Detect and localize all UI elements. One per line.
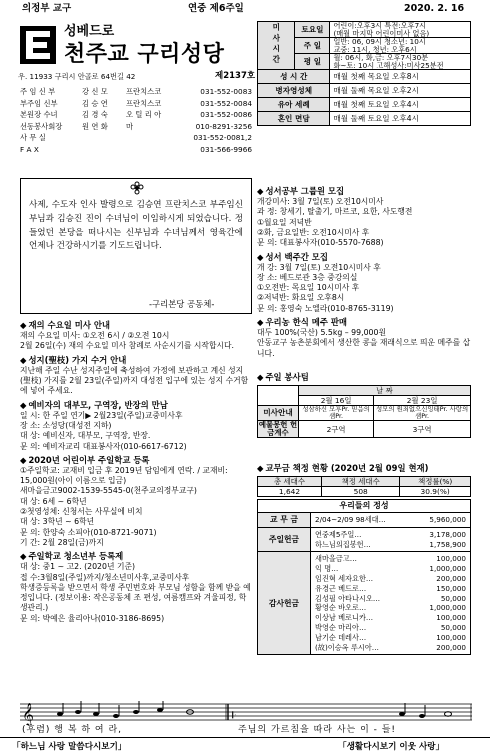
staff-title: 오 틸 리 아: [126, 110, 162, 120]
census-section: [257, 460, 471, 497]
page-footer: [0, 737, 490, 755]
sick-communion-label: 병자영성체: [258, 84, 330, 98]
bulletin-date: 2020. 2. 16: [404, 3, 465, 14]
announcement-line: 문 의: 박예은 율리아나(010-3186-8695): [20, 613, 165, 623]
offering-item: [315, 540, 466, 550]
diamond-bullet-icon: ◆: [257, 251, 264, 262]
marriage-interview-time: 매월 둘째 토요일 오후4시: [330, 112, 471, 126]
staff-role: 주 임 신 부: [20, 87, 56, 97]
service-date-2: 2월 23일: [374, 395, 471, 405]
announcement-section: [20, 355, 252, 397]
offering-count-date1: 2구역: [299, 421, 374, 438]
announcement-title-text: 재의 수요일 미사 안내: [28, 320, 111, 330]
infant-baptism-label: 유아 세례: [258, 98, 330, 112]
staff-role: 사 무 실: [20, 133, 46, 143]
service-team: [257, 369, 471, 438]
saturday-mass-times: [330, 22, 471, 38]
offering-item: [315, 554, 466, 564]
announcement-section: [20, 455, 252, 548]
announcement-line: ②첫영성체: 신청서는 사무실에 비치: [20, 507, 143, 517]
offering-item-amount: 1,758,900: [429, 539, 466, 549]
announcement-title: [257, 186, 471, 197]
staff-title: [126, 144, 182, 156]
saturday-label: 토요일: [295, 22, 330, 38]
staff-row: [20, 109, 252, 121]
announcement-line: 새마을금고9002-1539-5545-0(천주교의정부교구): [20, 486, 197, 496]
announcement-line: 장 소: 베드로관 3층 중강의실: [257, 272, 358, 282]
offering-item: [315, 643, 466, 653]
offering-item-amount: 150,000: [436, 583, 466, 593]
offering-item-amount: 1,000,000: [429, 603, 466, 613]
announcement-section: [257, 317, 471, 359]
offering-row: [258, 552, 471, 655]
staff-role: 선동봉사회장: [20, 121, 63, 131]
footer-right-text: 「생활다시보기 이웃 사랑」: [338, 742, 445, 752]
staff-role: 본원장 수녀: [20, 110, 58, 120]
announcement-title-text: 우리농 한식 메주 판매: [265, 317, 348, 327]
church-logo-icon: [20, 26, 56, 64]
staff-phone: 031-552-0084: [200, 98, 252, 108]
announcement-line: 문 의: 홍영숙 노엘라(010-8765-3119): [257, 303, 394, 313]
announcement-line: 접 수:3월8일(주일)까지/청소년미사후,교중미사후: [20, 572, 190, 582]
offering-item: [315, 594, 466, 604]
svg-text:𝄞: 𝄞: [22, 702, 34, 725]
announcement-title: [257, 317, 471, 328]
offering-item: [315, 613, 466, 623]
announcement-line: ①주일학교: 교재비 입금 후 2019년 담임에게 연락. / 교재비: 15,000원(아이 이름으로 입금): [20, 465, 228, 486]
announcement-section: [20, 400, 252, 452]
announcement-line: 일 시: 한 주일 연기▶ 2월23일(주일)교중미사후: [20, 410, 183, 420]
offering-item-amount: 5,960,000: [429, 515, 466, 524]
announcement-line: ②저녁반: 화요일 오후8시: [257, 293, 345, 303]
staff-name: 김 승 연: [82, 98, 108, 108]
saturday-times-line1: 어린이:오후3시 특전:오후7시: [333, 21, 427, 30]
sick-communion-time: 매월 둘째 목요일 오후2시: [330, 84, 471, 98]
page-header: [0, 0, 490, 16]
diamond-bullet-icon: ◆: [20, 354, 27, 365]
service-team-title: [257, 372, 471, 383]
announcement-line: 과 정: 창세기, 탈출기, 마르코, 요한, 사도행전: [257, 207, 413, 217]
lyric-line-2: 주님의 가르침을 따라 사는 이 - 들!: [238, 725, 397, 735]
marriage-interview-label: 혼인 면담: [258, 112, 330, 126]
announcement-line: 문 의: 한양숙 소피아(010-8721-9071): [20, 527, 157, 537]
mass-guide-label: 미사안내: [258, 406, 299, 421]
diamond-bullet-icon: ◆: [257, 186, 264, 196]
announcement-title-text: 2020년 어린이부 주일학교 등록: [28, 454, 150, 465]
census-title: [257, 463, 471, 474]
census-header-rate: 책정률(%): [400, 476, 471, 486]
mass-schedule: [257, 21, 471, 126]
announcement-line: 문 의: 예비자교리 대표봉사자(010-6617-6712): [20, 441, 187, 451]
offering-item: [315, 623, 466, 633]
staff-name: [82, 144, 126, 156]
mass-time-side-label: 미사시간: [271, 23, 281, 66]
notice-body: 사제, 수도자 인사 발령으로 김승연 프란치스코 부주임신부님과 김승진 진이 수녀님이 이임하시게 되었습니다. 정들었던 본당을 떠나시는 신부님과 수녀님께서 영육간에 언제나 건강하시기를 기도드립니다.: [29, 200, 243, 252]
offering-item-amount: 1,000,000: [429, 564, 466, 574]
announcement-line: 대 상: 중1 ~ 고2. (2020년 기준): [20, 562, 136, 572]
diamond-bullet-icon: ◆: [20, 551, 27, 562]
announcement-title: [20, 355, 252, 366]
staff-name: [82, 132, 126, 144]
offering-title: 우리들의 정성: [258, 500, 471, 513]
offering-row: [258, 513, 471, 528]
staff-phone: 010-8291-3256: [195, 121, 252, 131]
offering-category: 주일헌금: [258, 527, 311, 552]
offering-count-label: 예물봉헌 헌금계수: [258, 420, 298, 438]
diamond-bullet-icon: ◆: [20, 320, 27, 330]
holy-hour-time: 매월 첫째 목요일 오후8시: [330, 70, 471, 84]
offering-item-name: (故)이승옥 루시아…: [315, 642, 379, 652]
census-rate: 30.9(%): [400, 486, 471, 496]
census-total: 1,642: [258, 486, 322, 496]
offering-item-name: 이상남 베로니카…: [315, 613, 374, 623]
census-header-total: 총 세대수: [258, 476, 322, 486]
diamond-bullet-icon: ◆: [257, 317, 264, 327]
announcement-title: [20, 320, 252, 331]
announcement-line: 학생증등록을 받으면서 학생 주민번호와 부모님 성함을 함께 받을 예정입니다. (정보이용: 작은공동체 조 편성, 여름캠프와 겨울피정, 학생관리.): [20, 582, 251, 613]
staff-name: 강 신 모: [82, 87, 108, 97]
census-title-text: 교무금 책정 현황 (2020년 2월 09일 현재): [265, 463, 429, 473]
announcement-title: [20, 455, 252, 466]
mass-guide-date2: 성모의 원죄없으신잉태Pr. 사랑의 샘Pr.: [374, 406, 471, 421]
sunday-times-line2: 교중: 11시, 청년: 오후6시: [333, 44, 417, 54]
offering-item-name: 하느님의집봉헌…: [315, 539, 371, 549]
announcement-title: [20, 400, 252, 411]
staff-phone: 031-552-0086: [200, 110, 252, 120]
offering-item-name: 2/04~2/09 98세대…: [315, 515, 386, 524]
music-staff: [20, 701, 472, 737]
announcement-line: 2월 26일(수) 재의 수요일 미사 참례로 사순시기를 시작합시다.: [20, 341, 235, 351]
music-notation: [20, 701, 472, 725]
saturday-times-line2: (매월 마지막 어린이미사 없음): [333, 28, 430, 38]
offering-item-name: 황영순 바오로…: [315, 603, 367, 613]
offering-item-name: 유경근 베드로…: [315, 583, 367, 593]
offering-item-amount: 100,000: [436, 632, 466, 642]
announcement-line: 대 상: 6세 ~ 6학년: [20, 496, 87, 506]
offering-category: 교 무 금: [258, 513, 311, 528]
weekday-mass-times: [330, 54, 471, 70]
footer-left-text: 「하느님 사랑 말씀다시보기」: [12, 742, 127, 752]
logo-title: 천주교 구리성당: [64, 42, 225, 67]
sunday-mass-times: [330, 38, 471, 54]
announcement-title: [257, 252, 471, 263]
offering-item-amount: 50,000: [440, 622, 466, 632]
weekday-times-line1: 월: 06시, 화,금: 오후7시30분: [333, 53, 429, 63]
offering-item-name: 연중제5주일…: [315, 529, 362, 539]
offering-item-name: 박영순 마리아…: [315, 622, 367, 632]
announcement-title-text: 성서공부 그룹원 모집: [265, 186, 345, 196]
staff-name: 원 연 화: [82, 121, 108, 131]
date-header: 날 짜: [299, 385, 471, 395]
announcement-title-text: 성서 백주간 모집: [265, 251, 328, 262]
announcement-line: 개 강: 3월 7일(토) 오전10시미사 후: [257, 262, 381, 272]
address-text: 우. 11933 구리시 안골로 64번길 42: [18, 72, 136, 81]
sunday-label: 주 일: [295, 38, 330, 54]
offering-count-date2: 3구역: [374, 421, 471, 438]
census-assigned: 508: [322, 486, 400, 496]
announcement-line: 대 상: 예비신자, 대부모, 구역장, 반장.: [20, 431, 151, 441]
offering-category: 감사헌금: [258, 552, 311, 655]
offering-item-name: 남기순 데레사…: [315, 632, 367, 642]
staff-row: [20, 121, 252, 133]
staff-role: 부주임 신부: [20, 98, 58, 108]
service-date-1: 2월 16일: [299, 395, 374, 405]
diamond-bullet-icon: ◆: [257, 372, 264, 382]
staff-list: [20, 86, 252, 155]
staff-title: 프란치스코: [126, 87, 162, 97]
announcement-section: [20, 320, 252, 352]
staff-phone: 031-552-0081,2: [193, 133, 252, 143]
offering-item: [315, 603, 466, 613]
notice-box: [20, 178, 252, 314]
staff-title: 마: [126, 121, 134, 131]
staff-title: [126, 132, 182, 144]
sunday-times-line1: 일반: 06, 09시 청소년: 10시: [333, 37, 426, 47]
announcement-section: [20, 551, 252, 624]
staff-name: 김 경 숙: [82, 110, 108, 120]
offering-item-amount: 100,000: [436, 554, 466, 564]
offering-item-amount: 200,000: [436, 573, 466, 583]
diamond-bullet-icon: ◆: [20, 399, 27, 410]
right-announcements: [257, 183, 471, 361]
announcement-line: 문 의: 대표봉사자(010-5570-7688): [257, 238, 384, 248]
announcement-title-text: 성지(聖枝) 가지 수거 안내: [28, 354, 127, 365]
announcement-title-text: 주일학교 청소년부 등록제: [28, 551, 124, 562]
announcement-section: [257, 186, 471, 249]
announcement-line: ②화, 금요일반: 오전10시미사 후: [257, 227, 370, 237]
offering-item-amount: 100,000: [436, 613, 466, 623]
offering-section: [257, 499, 471, 655]
parish-name: 의정부 교구: [22, 3, 72, 14]
announcement-line: 대두 100%(국산) 5.5kg – 99,000원: [257, 328, 386, 338]
weekday-label: 평 일: [295, 54, 330, 70]
infant-baptism-time: 매월 첫째 토요일 오후4시: [330, 98, 471, 112]
offering-item-name: 임진혁 세자요한…: [315, 573, 374, 583]
logo-block: [18, 22, 258, 86]
weekday-times-line2: 화~토: 10시 고해성사:미사25분전: [333, 60, 444, 70]
diamond-bullet-icon: ◆: [257, 463, 264, 473]
announcement-line: 재의 수요일 미사: ①오전 6시 / ②오전 10시: [20, 331, 170, 341]
service-title-text: 주일 봉사팀: [265, 372, 309, 382]
announcement-line: 대 상: 3학년 ~ 6학년: [20, 517, 95, 527]
staff-row: [20, 86, 252, 98]
left-announcements: [20, 317, 252, 626]
staff-role: F A X: [20, 144, 39, 154]
offering-item-name: 김성필 아타나시오…: [315, 593, 381, 603]
offering-item: [315, 584, 466, 594]
staff-phone: 031-566-9966: [200, 144, 252, 154]
offering-item: [315, 574, 466, 584]
mass-guide-date1: 성삼하신 모후Pr. 믿음의 샘Pr.: [299, 406, 374, 421]
svg-text:𝄆: 𝄆: [232, 711, 237, 721]
offering-item: [315, 633, 466, 643]
offering-item-amount: 50,000: [440, 593, 466, 603]
announcement-line: 지난해 주일 수난 성지주일에 축성하여 가정에 보관하고 계신 성지(聖枝) 가지를 2월 23일(주일)까지 대성전 입구에 있는 성지 수거함에 넣어 주세요.: [20, 365, 249, 396]
offering-item-amount: 3,178,000: [429, 529, 466, 539]
announcement-title-text: 예비자의 대부모, 구역장, 반장의 만남: [28, 399, 168, 410]
staff-row: [20, 132, 252, 144]
announcement-line: ①오전반: 목요일 10시미사 후: [257, 283, 360, 293]
diamond-bullet-icon: ◆: [20, 454, 27, 465]
staff-row: [20, 144, 252, 156]
notice-signature: -구리본당 공동체-: [149, 299, 215, 309]
logo-subtitle: 성베드로: [64, 24, 115, 39]
announcement-line: ①월요일 저녁반: [257, 217, 312, 227]
offering-item: [315, 564, 466, 574]
announcement-line: 장 소: 소성당(대성전 지하): [20, 420, 112, 430]
flower-icon: [129, 181, 145, 195]
offering-item-amount: 200,000: [436, 642, 466, 652]
offering-item-name: 새마을금고…: [315, 554, 357, 564]
staff-title: 프란치스코: [126, 98, 162, 108]
lyric-line-1: (후렴) 행 복 하 여 라,: [22, 725, 123, 735]
staff-row: [20, 98, 252, 110]
announcement-section: [257, 252, 471, 315]
announcement-line: 안동교구 농촌분회에서 생산한 콩을 재래식으로 띄운 메주를 삽니다.: [257, 338, 471, 358]
offering-item: [315, 515, 466, 525]
holy-hour-label: 성 시 간: [258, 70, 330, 84]
issue-number: 제2137호: [215, 71, 256, 81]
staff-phone: 031-552-0083: [200, 87, 252, 97]
offering-row: [258, 527, 471, 552]
announcement-title: [20, 551, 252, 562]
liturgical-week: 연중 제6주일: [188, 3, 244, 14]
announcement-line: 개강미사: 3월 7일(토) 오전10시미사: [257, 197, 384, 207]
offering-item: [315, 530, 466, 540]
offering-item-name: 익 명…: [315, 564, 339, 574]
announcement-line: 기 간: 2월 28일(금)까지: [20, 537, 104, 547]
census-header-assigned: 책정 세대수: [322, 476, 400, 486]
